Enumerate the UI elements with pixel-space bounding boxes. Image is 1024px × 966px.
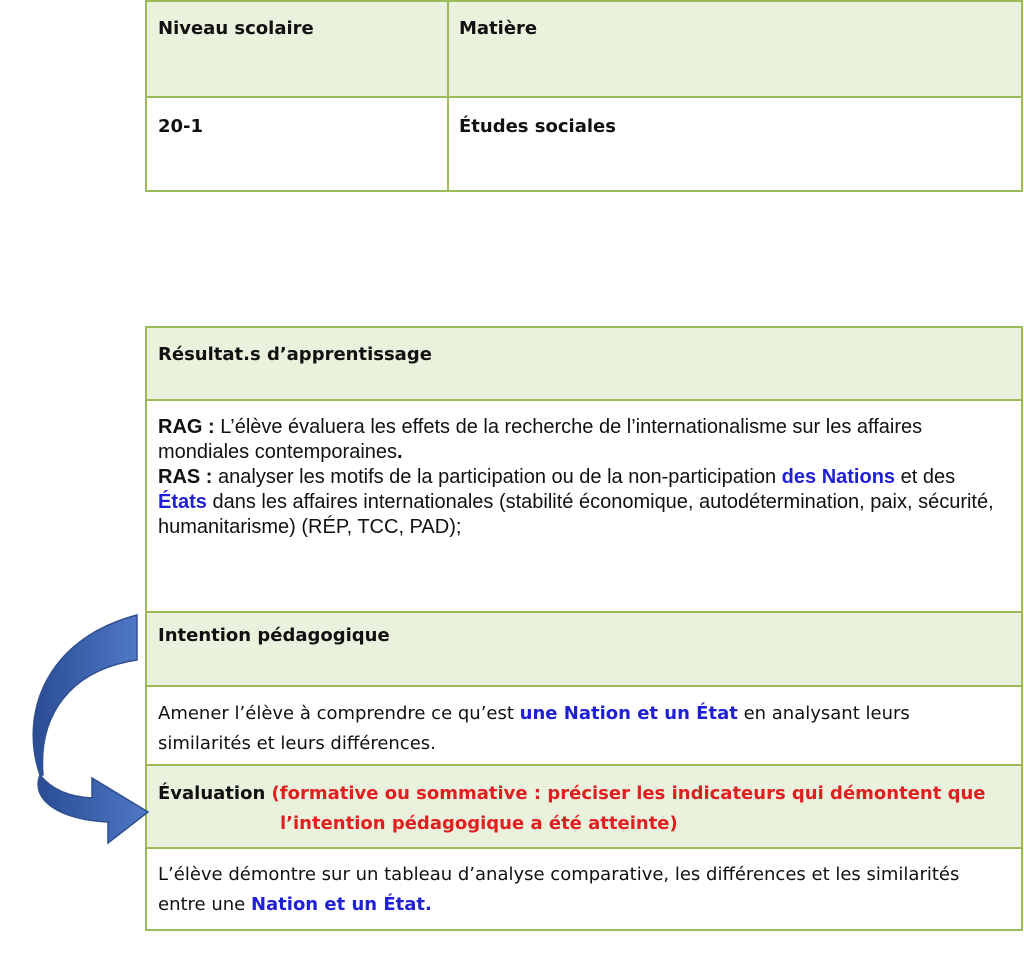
learning-plan-table [145,326,1023,931]
evaluation-text: L’élève démontre sur un tableau d’analyse comparative, les différences et les similarités entre une Nation et un État. [158,864,960,915]
grade-subject-table [145,0,1023,192]
ras-highlight-nations: des Nations [781,466,896,488]
intention-highlight: une Nation et un État [519,703,738,724]
subject-value: Études sociales [459,116,616,137]
grade-level-header: Niveau scolaire [158,18,314,39]
row-divider [147,685,1021,687]
rag-text: L’élève évaluera les effets de la recherche de l’internationalisme sur les affaires mondiales contemporaines [158,416,923,463]
column-divider [447,2,449,190]
ras-label: RAS : [158,466,213,488]
header-row [147,2,1021,98]
subject-header: Matière [459,18,538,39]
learning-outcomes-header: Résultat.s d’apprentissage [158,344,432,365]
evaluation-note: l’intention pédagogique a été atteinte) [280,813,678,834]
ras-text: et des [895,466,956,488]
row-divider [147,96,1021,98]
evaluation-header: Évaluation [158,783,266,804]
ras-text: analyser les motifs de la participation ou de la non-participation [212,466,782,488]
ras-highlight-etats: États [158,491,207,513]
intention-header: Intention pédagogique [158,625,390,646]
evaluation-highlight: Nation et un État. [250,894,432,915]
evaluation-header-block [158,779,1018,839]
evaluation-note: (formative ou sommative : préciser les indicateurs qui démontent que [265,783,986,804]
intention-header-cell [147,613,1021,685]
ras-text: dans les affaires internationales (stabilité économique, autodétermination, paix, sécurité, humanitarisme) (RÉP, TCC, PAD); [158,491,994,538]
row-divider [147,399,1021,401]
intention-text: Amener l’élève à comprendre ce qu’est une Nation et un État en analysant leurs similarités et leurs différences. [158,703,910,754]
curved-arrow-icon [0,600,150,850]
outcomes-text [158,415,1008,540]
row-divider [147,847,1021,849]
rag-label: RAG : [158,416,215,438]
grade-level-value: 20-1 [158,116,204,137]
rag-period: . [397,441,403,463]
